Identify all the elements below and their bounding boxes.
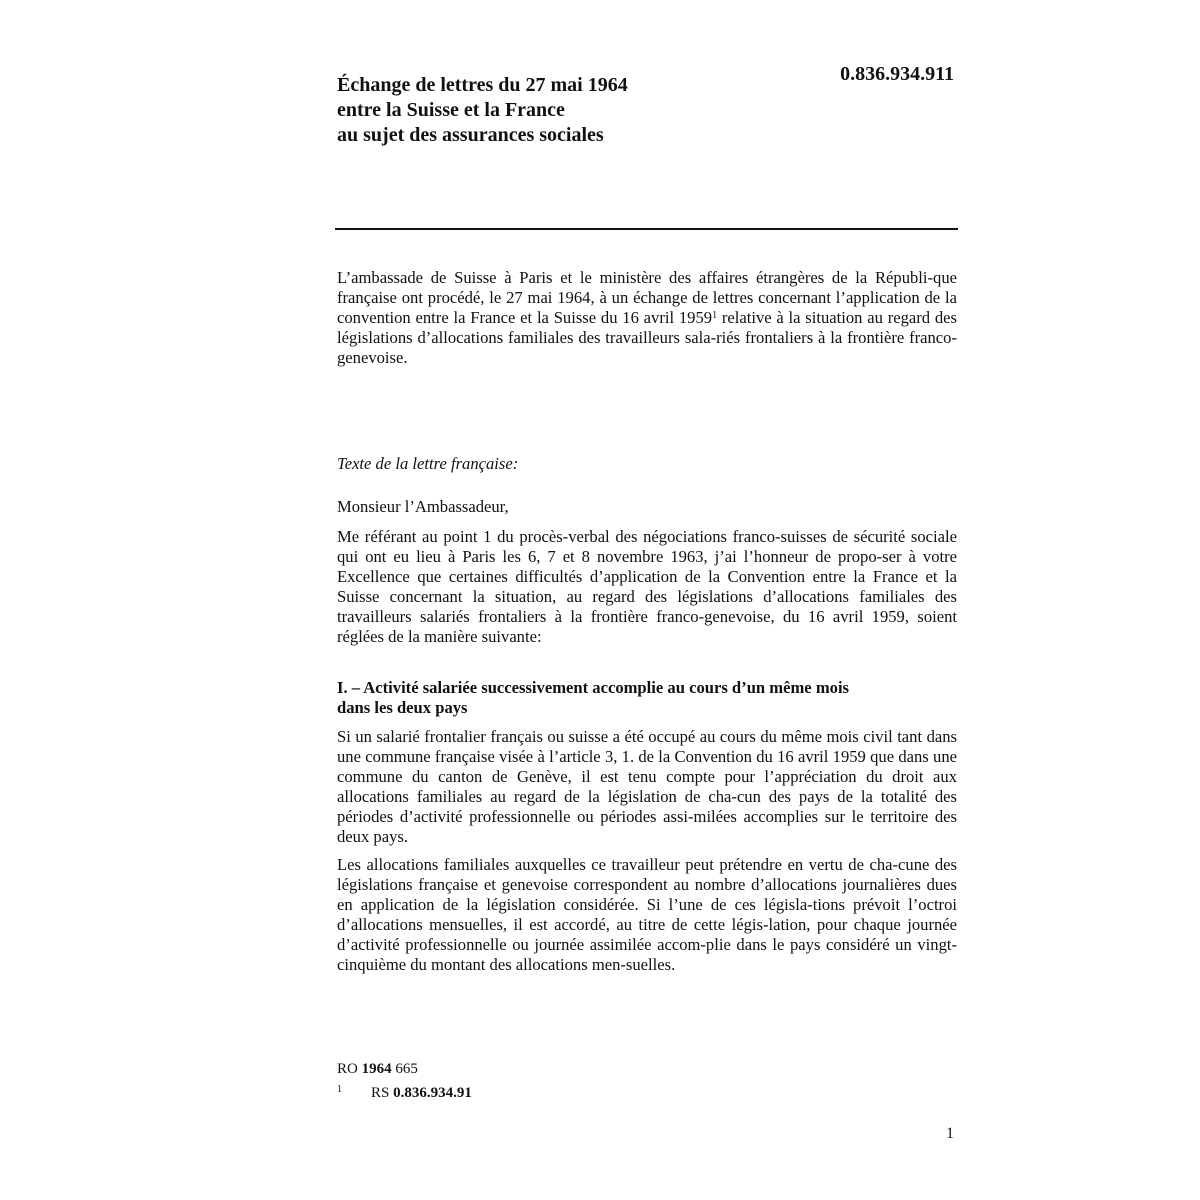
- intro-footnote-marker[interactable]: 1: [712, 310, 718, 321]
- section-heading-line-1: I. – Activité salariée successivement accomplie au cours d’un même mois: [337, 678, 850, 697]
- title-line-3: au sujet des assurances sociales: [337, 124, 604, 146]
- intro-text-after-note: relative à la situation au regard des législations d’allocations familiales des travailleurs sala-riés frontaliers à la frontière franco-genevoise.: [337, 308, 957, 367]
- title-line-1: Échange de lettres du 27 mai 1964: [337, 74, 628, 96]
- sr-number: 0.836.934.911: [840, 63, 954, 85]
- section-heading: [337, 678, 957, 718]
- footnote-prefix: RS: [371, 1085, 390, 1101]
- ro-reference: [337, 1059, 418, 1079]
- title-divider: [335, 228, 958, 230]
- footnote-1: [337, 1080, 472, 1103]
- footnote-marker: 1: [337, 1084, 342, 1095]
- document-title: [337, 73, 757, 148]
- footnote-rs-number: 0.836.934.91: [393, 1085, 472, 1101]
- title-line-2: entre la Suisse et la France: [337, 99, 565, 121]
- ro-prefix: RO: [337, 1061, 358, 1077]
- intro-paragraph: [337, 268, 957, 368]
- letter-opening-paragraph: Me référant au point 1 du procès-verbal des négociations franco-suisses de sécurité sociale qui ont eu lieu à Paris les 6, 7 et 8 novembre 1963, j’ai l’honneur de propo-ser à votre Excellence que certaines difficultés d’application de la Convention entre la France et la Suisse concernant la situation, au regard des législations d’allocations familiales des travailleurs salariés frontaliers à la frontière franco-genevoise, du 16 avril 1959, soient réglées de la manière suivante:: [337, 527, 957, 646]
- intro-text-before-note: L’ambassade de Suisse à Paris et le ministère des affaires étrangères de la Républi-que française ont procédé, le 27 mai 1964, à un échange de lettres concernant l’application de la convention entre la France et la Suisse du 16 avril 1959: [337, 268, 957, 327]
- section-paragraph-2: Les allocations familiales auxquelles ce travailleur peut prétendre en vertu de cha-cune des législations française et genevoise correspondent au nombre d’allocations journalières dues en application de la législation considérée. Si l’une de ces législa-tions prévoit l’octroi d’allocations mensuelles, il est accordé, au titre de cette légis-lation, pour chaque journée d’activité professionnelle ou journée assimilée accom-plie dans le pays considéré un vingt-cinquième du montant des allocations men-suelles.: [337, 855, 957, 974]
- section-heading-line-2: dans les deux pays: [337, 698, 468, 717]
- section-paragraph-1: Si un salarié frontalier français ou suisse a été occupé au cours du même mois civil tant dans une commune française visée à l’article 3, 1. de la Convention du 16 avril 1959 que dans une commune du canton de Genève, il est tenu compte pour l’appréciation du droit aux allocations familiales au regard de la législation de cha-cun des pays de la totalité des périodes d’activité professionnelle ou périodes assi-milées accomplies sur le territoire des deux pays.: [337, 727, 957, 846]
- ro-year: 1964: [361, 1061, 392, 1077]
- ro-page: 665: [395, 1061, 418, 1077]
- letter-label: Texte de la lettre française:: [337, 454, 519, 473]
- page-number: 1: [946, 1125, 954, 1142]
- letter-salutation: Monsieur l’Ambassadeur,: [337, 497, 509, 516]
